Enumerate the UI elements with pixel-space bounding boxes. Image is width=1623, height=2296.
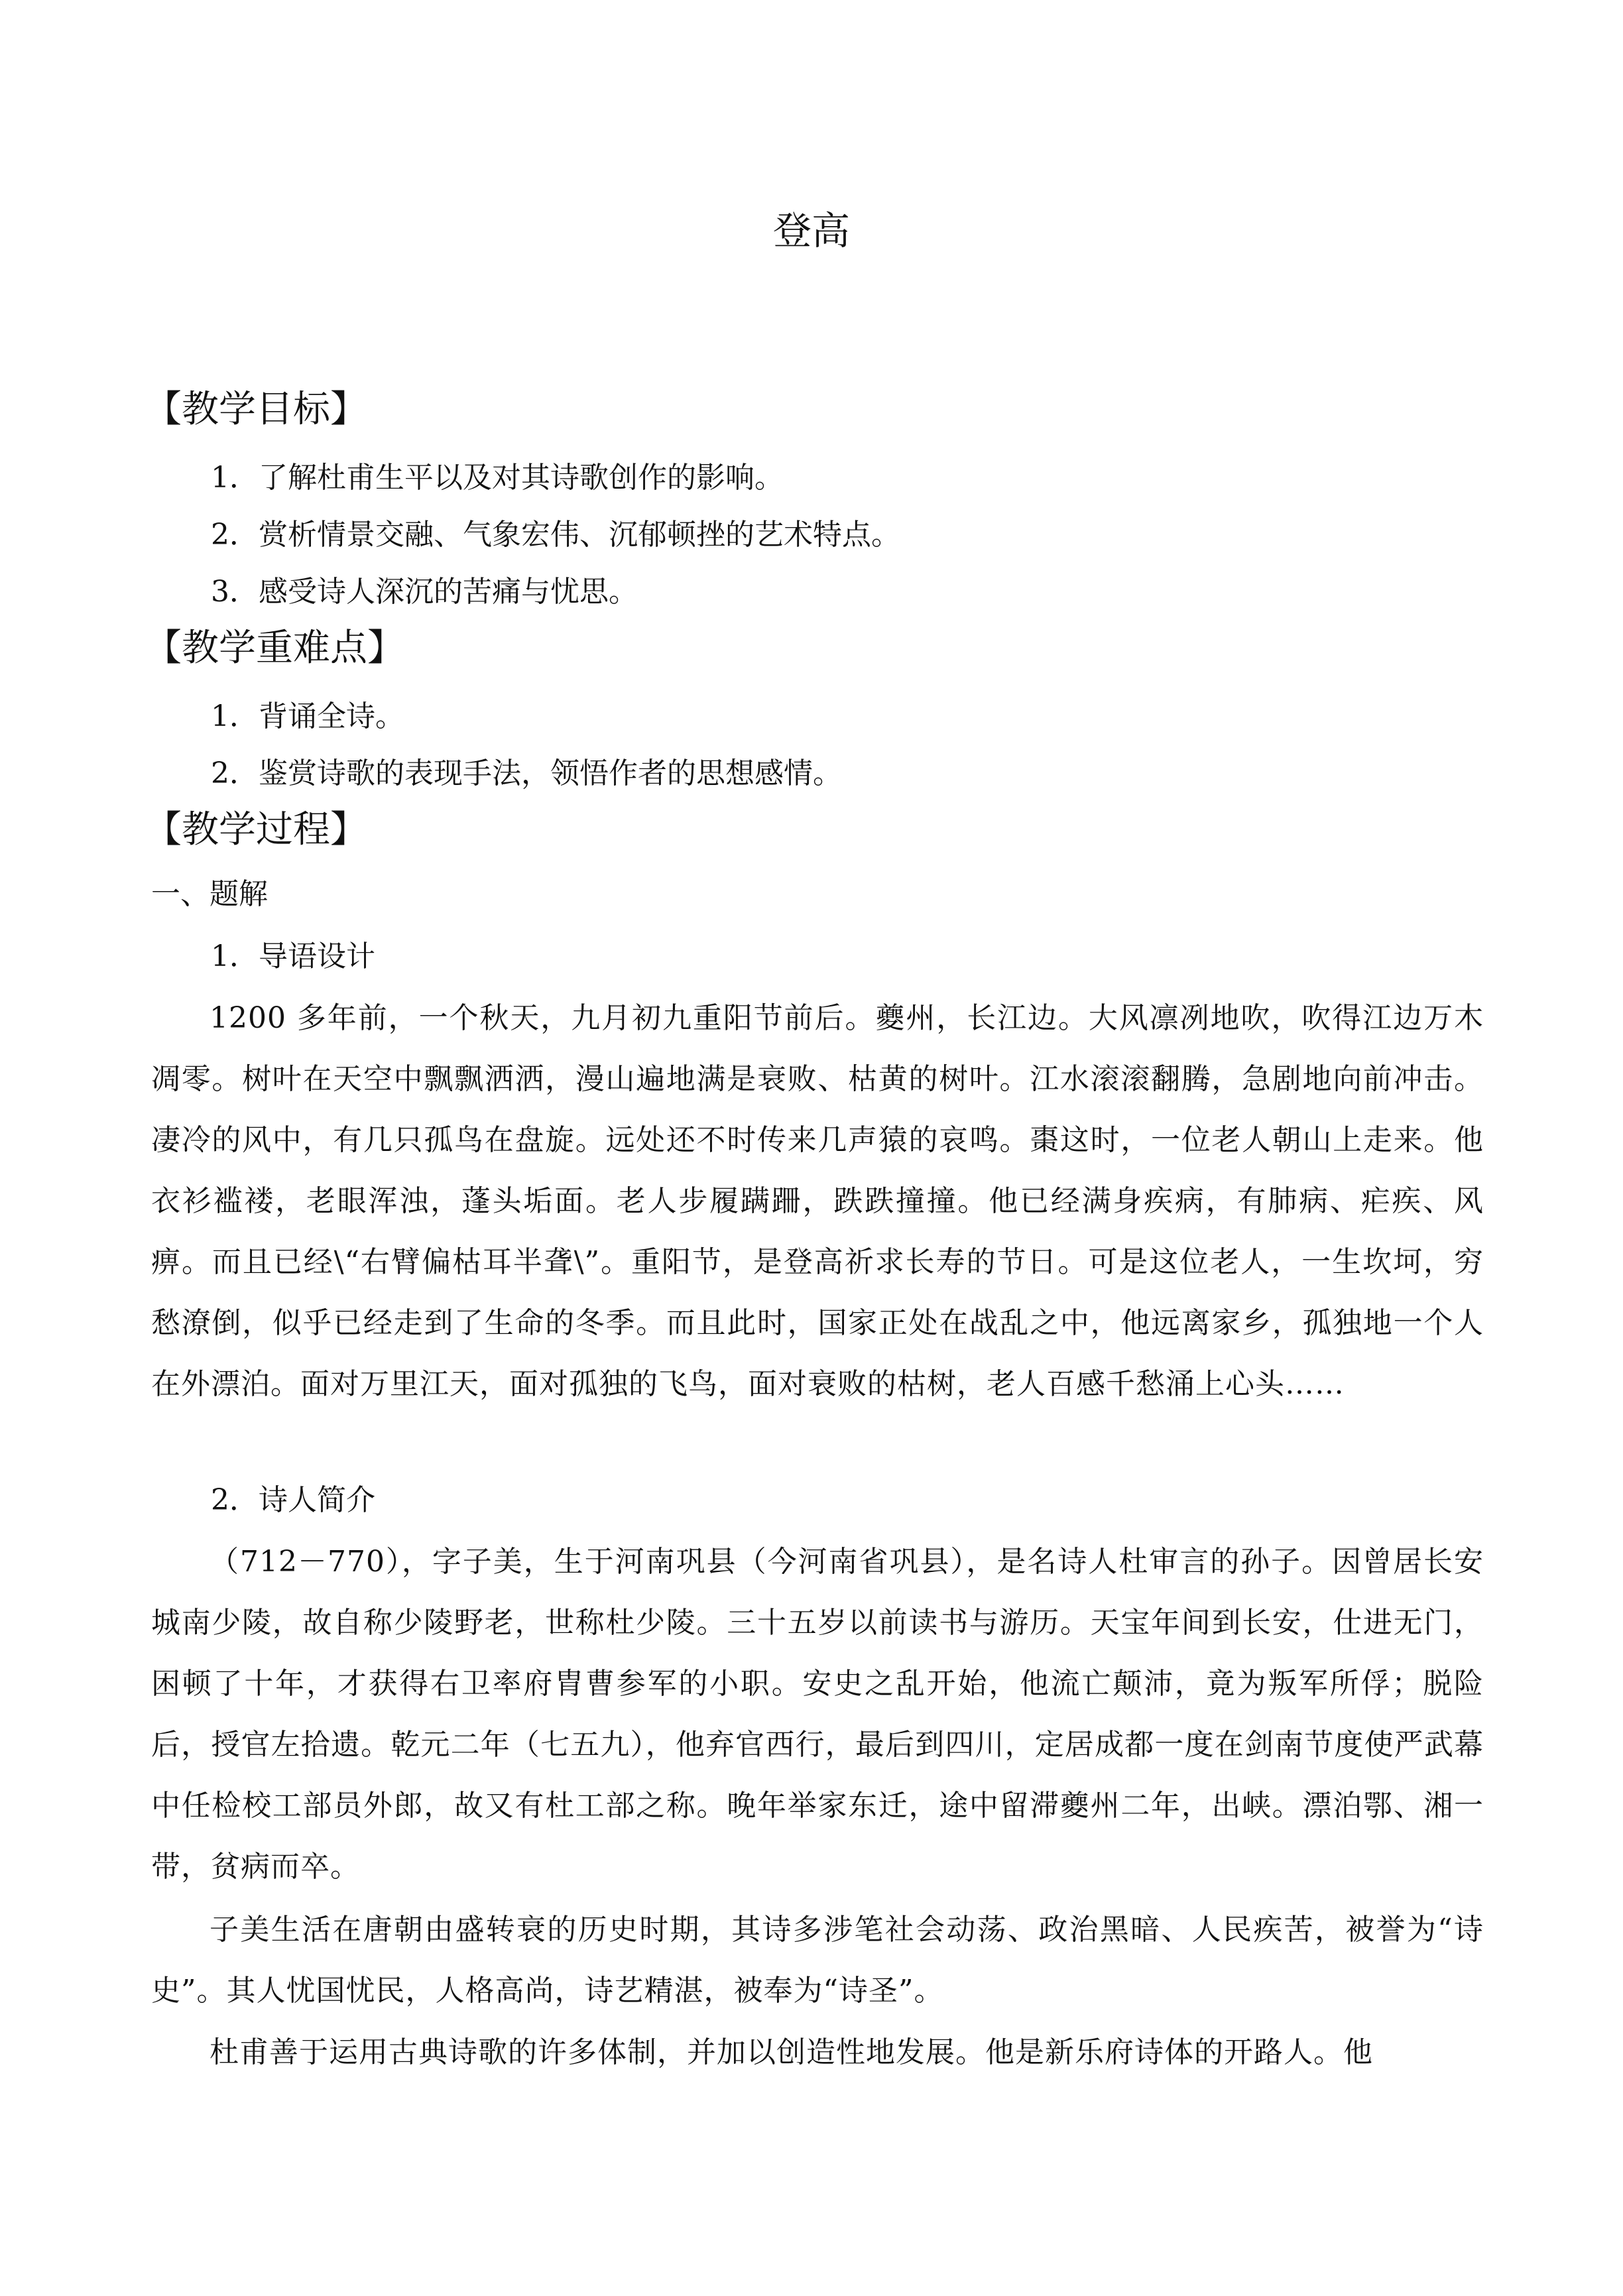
key-point-item-1: 1．背诵全诗。 [211, 699, 404, 733]
process-heading: 【教学过程】 [145, 808, 367, 851]
page-title: 登高 [772, 208, 850, 253]
objectives-heading: 【教学目标】 [145, 388, 367, 431]
sub1-title: 1．导语设计 [211, 939, 375, 973]
poet-legacy-paragraph: 子美生活在唐朝由盛转衰的历史时期，其诗多涉笔社会动荡、政治黑暗、人民疾苦，被誉为“诗史”。其人忧国忧民，人格高尚，诗艺精湛，被奉为“诗圣”。 [151, 1913, 1484, 2008]
part1-title: 一、题解 [151, 877, 268, 911]
objective-item-2: 2．赏析情景交融、气象宏伟、沉郁顿挫的艺术特点。 [211, 518, 900, 552]
poet-style-paragraph: 杜甫善于运用古典诗歌的许多体制，并加以创造性地发展。他是新乐府诗体的开路人。他 [210, 2035, 1373, 2069]
key-point-item-2: 2．鉴赏诗歌的表现手法，领悟作者的思想感情。 [211, 756, 842, 790]
sub2-title: 2．诗人简介 [211, 1483, 375, 1517]
objective-item-1: 1．了解杜甫生平以及对其诗歌创作的影响。 [211, 461, 784, 495]
objective-item-3: 3．感受诗人深沉的苦痛与忧思。 [211, 575, 638, 609]
intro-paragraph: 1200 多年前，一个秋天，九月初九重阳节前后。夔州，长江边。大风凛冽地吹，吹得江边万木凋零。树叶在天空中飘飘洒洒，漫山遍地满是衰败、枯黄的树叶。江水滚滚翻腾，急剧地向前冲击。凄冷的风中，有几只孤鸟在盘旋。远处还不时传来几声猿的哀鸣。棗这时，一位老人朝山上走来。他衣衫褴褛，老眼浑浊，蓬头垢面。老人步履蹒跚，跌跌撞撞。他已经满身疾病，有肺病、疟疾、风痹。而且已经\“右臂偏枯耳半聋\”。重阳节，是登高祈求长寿的节日。可是这位老人，一生坎坷，穷愁潦倒，似乎已经走到了生命的冬季。而且此时，国家正处在战乱之中，他远离家乡，孤独地一个人在外漂泊。面对万里江天，面对孤独的飞鸟，面对衰败的枯树，老人百感千愁涌上心头…… [151, 1001, 1484, 1401]
key-points-heading: 【教学重难点】 [145, 627, 404, 670]
poet-bio-paragraph: （712－770），字子美，生于河南巩县（今河南省巩县），是名诗人杜审言的孙子。因曾居长安城南少陵，故自称少陵野老，世称杜少陵。三十五岁以前读书与游历。天宝年间到长安，仕进无门，困顿了十年，才获得右卫率府胄曹参军的小职。安史之乱开始，他流亡颠沛，竟为叛军所俘；脱险后，授官左拾遗。乾元二年（七五九），他弃官西行，最后到四川，定居成都一度在剑南节度使严武幕中任检校工部员外郎，故又有杜工部之称。晚年举家东迁，途中留滞夔州二年，出峡。漂泊鄂、湘一带，贫病而卒。 [151, 1545, 1484, 1884]
